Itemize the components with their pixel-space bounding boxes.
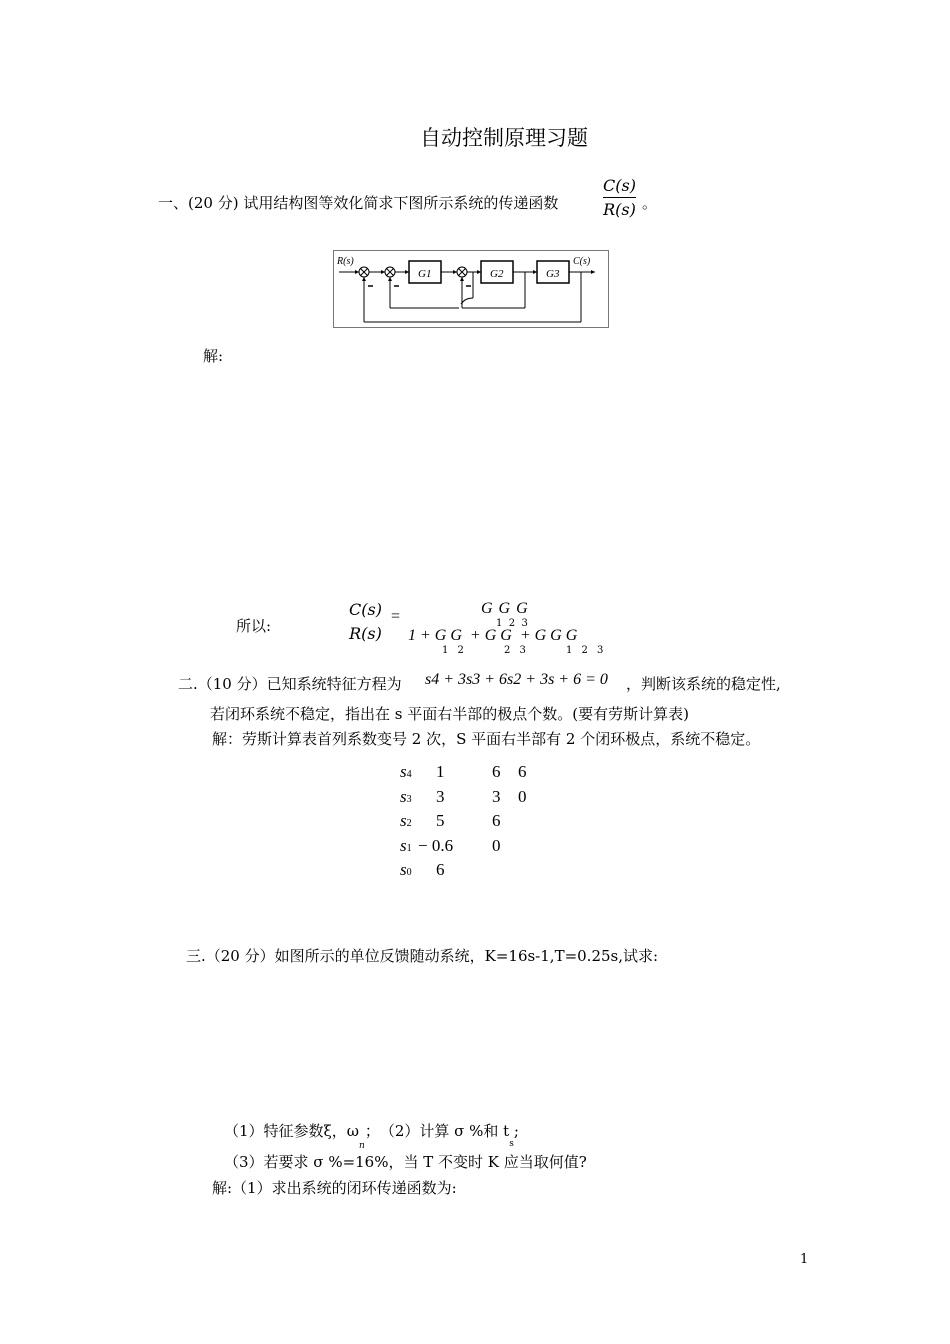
q1-fraction [603, 176, 636, 219]
q1-so-label: 所以: [236, 617, 272, 635]
q1-result-den-subs: 1 2 2 3 1 2 3 [442, 645, 607, 656]
q3-item1-b: ； （2）计算 σ %和 t [364, 1122, 510, 1140]
block-g3-label: G3 [546, 268, 560, 280]
q2-equation: s4 + 3s3 + 6s2 + 3s + 6 = 0 [425, 671, 608, 688]
routh-cell: 0 [518, 786, 527, 806]
q3-item1-a: （1）特征参数ξ，ω [224, 1122, 360, 1140]
routh-cell: 3 [436, 786, 445, 806]
routh-cell: 6 [436, 860, 445, 879]
q1-frac-num: C(s) [603, 176, 636, 195]
routh-cell: 6 [518, 762, 527, 781]
q1-result-den: 1 + G G + G G + G G G [408, 627, 578, 644]
routh-row-label: s2 [400, 811, 412, 830]
routh-cell: 3 [492, 786, 501, 806]
routh-cell: 6 [492, 811, 501, 830]
q1-result-lhs-den: R(s) [349, 624, 382, 643]
routh-row-label: s4 [400, 762, 412, 781]
q3-item1-sub2: s [509, 1139, 514, 1149]
q1-equals: = [391, 608, 401, 625]
routh-cell: − 0.6 [418, 835, 454, 855]
routh-row-label: s3 [400, 786, 412, 806]
page-number: 1 [800, 1252, 809, 1267]
routh-cell: 5 [436, 811, 445, 830]
q1-result-lhs-num: C(s) [349, 600, 382, 619]
q1-result-num-subs: 1 2 3 [496, 618, 528, 629]
page-title: 自动控制原理习题 [420, 126, 588, 150]
q3-line1: 三.（20 分）如图所示的单位反馈随动系统，K=16s-1,T=0.25s,试求: [186, 947, 659, 965]
q2-line1-a: 二.（10 分）已知系统特征方程为 [178, 675, 402, 693]
q3-item1-c: ; [513, 1122, 519, 1140]
q2-line1-b: ，判断该系统的稳定性, [626, 675, 781, 693]
diagram-output-label: C(s) [573, 256, 591, 267]
routh-cell: 6 [492, 762, 501, 781]
block-g2-label: G2 [490, 268, 504, 280]
block-g1-label: G1 [418, 268, 432, 280]
routh-row-label: s1 [400, 835, 412, 855]
q1-result-lhs [349, 600, 382, 643]
q2-line2: 若闭环系统不稳定，指出在 s 平面右半部的极点个数。(要有劳斯计算表) [210, 705, 689, 723]
q3-item3: 解:（1）求出系统的闭环传递函数为: [212, 1179, 457, 1197]
diagram-input-label: R(s) [337, 256, 354, 267]
q3-item2: （3）若要求 σ %=16%，当 T 不变时 K 应当取何值? [224, 1153, 587, 1171]
q1-result-num: G G G [481, 600, 529, 617]
q1-solution-label: 解: [203, 347, 224, 365]
q3-item1 [224, 1120, 519, 1151]
routh-cell: 0 [492, 835, 501, 855]
q3-item1-sub: n [359, 1141, 365, 1151]
block-diagram [333, 250, 609, 328]
q2-line3: 解：劳斯计算表首列系数变号 2 次，S 平面右半部有 2 个闭环极点，系统不稳定。 [212, 730, 761, 748]
q1-period: 。 [642, 194, 658, 212]
q1-text: 一、(20 分) 试用结构图等效化简求下图所示系统的传递函数 [158, 194, 559, 212]
routh-row-label: s0 [400, 860, 412, 879]
q1-frac-den: R(s) [603, 200, 636, 219]
routh-cell: 1 [436, 762, 445, 781]
